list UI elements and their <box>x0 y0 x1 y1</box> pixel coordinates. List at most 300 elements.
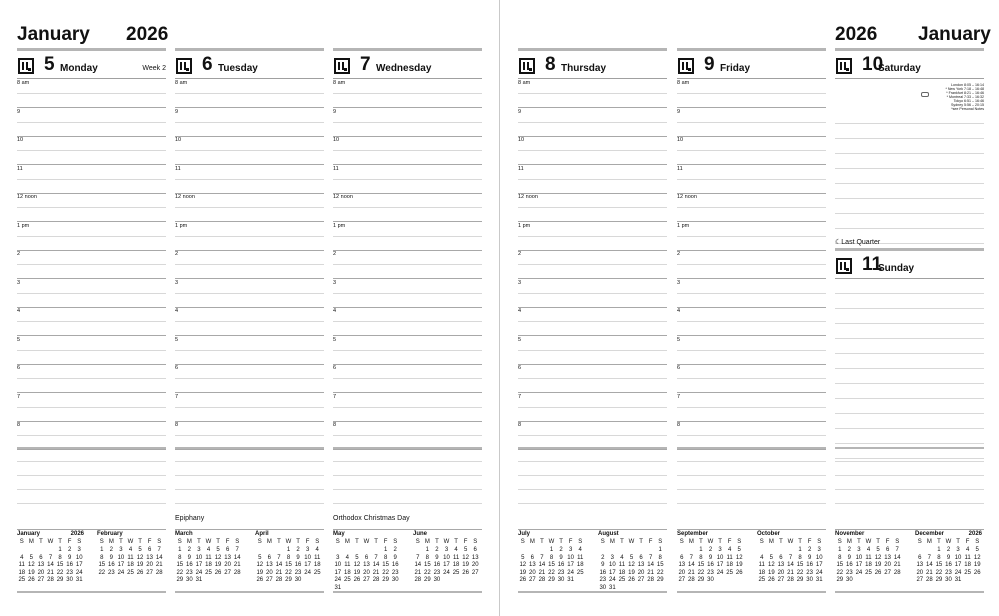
hour-slot[interactable] <box>175 279 324 308</box>
week-row <box>255 562 322 570</box>
hour-slot[interactable] <box>677 165 826 194</box>
week-row <box>835 547 902 555</box>
weekday-header-row <box>175 539 242 547</box>
sunday-line[interactable] <box>835 353 984 354</box>
hour-slot[interactable] <box>17 364 166 393</box>
hour-slot[interactable] <box>677 108 826 137</box>
notes-line[interactable] <box>835 503 984 504</box>
date-cell: 12 <box>973 554 981 561</box>
date-cell: 31 <box>567 577 574 583</box>
date-cell: 29 <box>836 577 844 583</box>
saturday-line[interactable] <box>835 183 984 184</box>
hour-slot[interactable] <box>333 79 482 108</box>
weekday-letter: S <box>578 539 583 545</box>
date-cell: 14 <box>47 562 54 568</box>
sunday-line[interactable] <box>835 308 984 309</box>
date-cell: 26 <box>28 577 35 583</box>
date-cell: 13 <box>37 562 45 568</box>
weekday-letter: F <box>965 539 970 545</box>
saturday-line[interactable] <box>835 153 984 154</box>
date-cell: 16 <box>294 562 302 568</box>
sunday-line[interactable] <box>835 368 984 369</box>
date-cell: 18 <box>344 569 351 576</box>
hour-slot[interactable] <box>518 79 667 108</box>
date-cell <box>204 577 214 585</box>
date-cell: 18 <box>313 562 321 568</box>
date-cell: 22 <box>382 569 389 576</box>
date-cell: 7 <box>540 554 544 561</box>
hour-slot[interactable] <box>518 165 667 194</box>
date-cell <box>627 547 637 555</box>
hour-label: 7 <box>518 393 522 400</box>
week-row <box>677 562 744 570</box>
date-cell: 14 <box>688 562 695 568</box>
hour-slot[interactable] <box>17 222 166 251</box>
date-cell: 19 <box>973 562 981 568</box>
date-cell: 5 <box>138 547 142 553</box>
saturday-line[interactable] <box>835 123 984 124</box>
saturday-line[interactable] <box>835 213 984 214</box>
hour-slot[interactable] <box>333 222 482 251</box>
hour-slot[interactable] <box>333 393 482 422</box>
hour-slot[interactable] <box>333 250 482 279</box>
right-header-month: January <box>918 24 991 45</box>
hour-slot[interactable] <box>518 307 667 336</box>
weekday-letter: S <box>975 539 980 545</box>
date-cell <box>883 577 893 585</box>
date-cell: 20 <box>884 562 891 568</box>
date-cell <box>598 547 608 555</box>
hour-slot[interactable] <box>333 364 482 393</box>
mini-calendar-month: March <box>175 531 193 537</box>
date-cell: 17 <box>117 562 125 568</box>
date-cell: 25 <box>865 569 872 576</box>
date-cell: 21 <box>275 569 283 576</box>
date-cell: 12 <box>462 554 469 561</box>
hour-slot[interactable] <box>333 307 482 336</box>
hour-slot[interactable] <box>518 108 667 137</box>
hour-slot[interactable] <box>677 393 826 422</box>
date-cell: 21 <box>647 569 654 576</box>
weekday-letter: T <box>639 539 643 545</box>
hour-slot[interactable] <box>333 136 482 165</box>
week-row <box>97 562 164 570</box>
hour-label: 11 <box>17 165 23 172</box>
date-cell: 18 <box>127 562 134 568</box>
date-cell: 17 <box>855 562 863 568</box>
week-row <box>413 577 480 585</box>
saturday-line[interactable] <box>835 138 984 139</box>
hour-slot[interactable] <box>677 421 826 450</box>
hour-slot[interactable] <box>175 393 324 422</box>
weekday-letter: T <box>699 539 703 545</box>
hour-slot[interactable] <box>677 364 826 393</box>
mini-calendar-month: October <box>757 531 781 537</box>
hour-slot[interactable] <box>17 279 166 308</box>
moon-phase-label: Last Quarter <box>841 239 881 246</box>
weekday-letter: M <box>266 539 272 545</box>
weekday-letter: T <box>277 539 281 545</box>
qr-code-icon <box>334 58 350 74</box>
date-cell: 8 <box>549 554 554 561</box>
hour-label: 12 noon <box>17 194 37 200</box>
date-cell: 30 <box>186 577 193 583</box>
date-cell: 19 <box>628 569 635 576</box>
date-cell: 2 <box>946 547 951 553</box>
date-cell: 8 <box>286 554 291 561</box>
date-cell: 18 <box>618 569 626 576</box>
hour-label: 8 am <box>333 80 346 86</box>
hour-slot[interactable] <box>17 108 166 137</box>
sunday-line[interactable] <box>835 413 984 414</box>
date-cell: 26 <box>973 569 981 576</box>
date-cell: 26 <box>353 577 361 583</box>
mini-calendar-month: November <box>835 531 865 537</box>
weekday-letter: M <box>609 539 615 545</box>
hour-slot[interactable] <box>518 336 667 365</box>
half-hour-line <box>17 150 166 151</box>
weekday-letter: S <box>393 539 398 545</box>
hour-slot[interactable] <box>677 307 826 336</box>
hour-slot[interactable] <box>17 421 166 450</box>
mini-calendar-mar <box>175 531 242 585</box>
half-hour-line <box>518 207 667 208</box>
day-name: Monday <box>60 63 98 74</box>
sunday-line[interactable] <box>835 398 984 399</box>
notes-line <box>175 503 324 504</box>
hour-label: 2 <box>175 251 179 257</box>
hour-slot[interactable] <box>518 421 667 450</box>
hour-label: 1 pm <box>677 222 690 229</box>
hour-slot[interactable] <box>17 79 166 108</box>
notes-line <box>333 475 482 476</box>
hour-slot[interactable] <box>518 193 667 222</box>
hour-label: 10 <box>175 137 182 143</box>
date-cell: 13 <box>637 562 645 568</box>
hour-slot[interactable] <box>333 421 482 450</box>
week-row <box>518 570 585 578</box>
hour-slot[interactable] <box>518 136 667 165</box>
hour-slot[interactable] <box>677 193 826 222</box>
date-cell: 13 <box>529 562 536 568</box>
date-cell: 9 <box>807 554 812 561</box>
weekday-header-row <box>598 539 665 547</box>
mini-calendar-may <box>333 531 400 592</box>
date-cell: 3 <box>305 547 310 553</box>
date-cell: 30 <box>846 577 853 583</box>
date-cell: 3 <box>119 547 123 553</box>
hour-label: 8 am <box>175 80 188 86</box>
weekday-letter: S <box>679 539 684 545</box>
date-cell: 24 <box>567 569 574 576</box>
hour-slot[interactable] <box>175 364 324 393</box>
hour-slot[interactable] <box>175 193 324 222</box>
half-hour-line <box>17 435 166 436</box>
weekday-header-row <box>677 539 744 547</box>
hour-slot[interactable] <box>333 165 482 194</box>
hour-slot[interactable] <box>677 222 826 251</box>
half-hour-line <box>518 236 667 237</box>
date-cell: 24 <box>117 569 125 576</box>
hour-slot[interactable] <box>17 307 166 336</box>
date-cell: 1 <box>383 547 388 553</box>
hour-slot[interactable] <box>17 136 166 165</box>
half-hour-line <box>518 264 667 265</box>
date-cell: 12 <box>353 562 361 568</box>
date-cell: 2 <box>847 547 852 553</box>
date-cell: 3 <box>197 547 201 553</box>
date-cell: 27 <box>363 577 370 583</box>
sunday-line[interactable] <box>835 428 984 429</box>
date-cell: 25 <box>205 569 212 576</box>
date-cell: 10 <box>815 554 823 561</box>
day-number: 5 <box>44 54 55 75</box>
week-row <box>835 562 902 570</box>
half-hour-line <box>333 264 482 265</box>
sunrise-entry: Tokyo 6:51 – 16:46 <box>953 99 984 103</box>
day-header-fri <box>677 48 826 77</box>
hour-slot[interactable] <box>175 307 324 336</box>
date-cell: 10 <box>567 554 574 561</box>
date-cell: 8 <box>425 554 430 561</box>
hour-slot[interactable] <box>17 336 166 365</box>
weekday-letter: W <box>865 539 872 545</box>
hour-slot[interactable] <box>518 250 667 279</box>
half-hour-line <box>677 179 826 180</box>
date-cell: 24 <box>75 569 83 576</box>
date-cell: 1 <box>58 547 62 553</box>
date-cell: 19 <box>462 562 469 568</box>
mini-calendar-bottom-rule <box>175 591 324 593</box>
date-cell <box>213 577 223 585</box>
day-column-thu <box>518 48 667 608</box>
date-cell: 20 <box>37 569 45 576</box>
hour-label: 7 <box>677 393 681 400</box>
date-cell: 4 <box>206 547 211 553</box>
date-cell <box>470 577 480 585</box>
date-cell <box>963 577 973 585</box>
sunday-line[interactable] <box>835 338 984 339</box>
date-cell: 13 <box>363 562 370 568</box>
hour-slot[interactable] <box>518 393 667 422</box>
notes-line[interactable] <box>835 489 984 490</box>
week-row <box>835 555 902 563</box>
weekday-letter: W <box>707 539 714 545</box>
hour-slot[interactable] <box>175 336 324 365</box>
hour-line <box>518 449 667 450</box>
date-cell: 22 <box>796 569 804 576</box>
hour-line <box>333 449 482 450</box>
date-cell: 2 <box>435 547 439 553</box>
hour-slot[interactable] <box>175 136 324 165</box>
date-cell <box>223 577 233 585</box>
date-cell: 8 <box>383 554 388 561</box>
date-cell: 9 <box>946 554 951 561</box>
date-cell: 4 <box>20 554 24 561</box>
sunday-line[interactable] <box>835 383 984 384</box>
date-cell: 25 <box>127 569 134 576</box>
weekday-letter: S <box>19 539 24 545</box>
date-cell: 21 <box>787 569 794 576</box>
weekday-letter: T <box>39 539 43 545</box>
hour-slot[interactable] <box>333 279 482 308</box>
week-row <box>97 547 164 555</box>
mini-calendar-header <box>915 531 982 539</box>
week-row <box>598 555 665 563</box>
weekday-letter: T <box>374 539 378 545</box>
notes-line <box>175 475 324 476</box>
hour-slot[interactable] <box>175 165 324 194</box>
mini-calendar-header <box>17 531 84 539</box>
half-hour-line <box>677 435 826 436</box>
hour-slot[interactable] <box>677 250 826 279</box>
date-cell: 22 <box>424 569 431 576</box>
hour-label: 3 <box>518 279 522 286</box>
date-cell: 1 <box>178 547 182 553</box>
hour-slot[interactable] <box>333 108 482 137</box>
hour-slot[interactable] <box>333 193 482 222</box>
hour-slot[interactable] <box>17 393 166 422</box>
date-cell: 27 <box>678 577 686 583</box>
hour-label: 12 noon <box>175 194 195 200</box>
day-name: Sunday <box>878 263 915 274</box>
date-cell <box>892 577 902 585</box>
hour-label: 7 <box>175 393 179 400</box>
date-cell <box>528 547 538 555</box>
hour-line <box>17 449 166 450</box>
half-hour-line <box>333 378 482 379</box>
date-cell: 1 <box>699 547 703 553</box>
date-cell: 8 <box>100 554 104 561</box>
saturday-line[interactable] <box>835 168 984 169</box>
hour-slot[interactable] <box>677 136 826 165</box>
hour-slot[interactable] <box>518 279 667 308</box>
date-cell: 20 <box>678 569 686 576</box>
weekday-header-row <box>518 539 585 547</box>
half-hour-line <box>175 264 324 265</box>
week-row <box>255 547 322 555</box>
date-cell: 17 <box>75 562 83 568</box>
saturday-line[interactable] <box>835 228 984 229</box>
saturday-line[interactable] <box>835 198 984 199</box>
date-cell: 20 <box>777 569 785 576</box>
half-hour-line <box>17 264 166 265</box>
notes-line[interactable] <box>835 475 984 476</box>
right-header-year: 2026 <box>835 24 878 45</box>
weekday-letter: T <box>956 539 960 545</box>
mini-calendar-sep <box>677 531 744 585</box>
notes-line <box>518 503 667 504</box>
date-cell: 19 <box>136 562 144 568</box>
notes-line[interactable] <box>835 461 984 462</box>
date-cell: 24 <box>716 569 724 576</box>
week-row <box>598 577 665 585</box>
date-cell: 14 <box>233 554 241 561</box>
hour-slot[interactable] <box>175 108 324 137</box>
date-cell: 11 <box>964 554 971 561</box>
hour-slot[interactable] <box>17 250 166 279</box>
hour-label: 8 am <box>17 80 30 86</box>
hour-slot[interactable] <box>175 79 324 108</box>
week-row <box>757 555 824 563</box>
date-cell: 13 <box>777 562 785 568</box>
date-cell: 6 <box>267 554 272 561</box>
notes-line <box>333 503 482 504</box>
hour-slot[interactable] <box>175 222 324 251</box>
hour-label: 7 <box>333 393 337 400</box>
date-cell: 17 <box>567 562 574 568</box>
hour-slot[interactable] <box>518 222 667 251</box>
week-row <box>677 570 744 578</box>
weekday-letter: F <box>225 539 230 545</box>
hour-label: 2 <box>333 251 337 257</box>
date-cell: 30 <box>294 577 302 583</box>
hour-slot[interactable] <box>677 279 826 308</box>
date-cell: 14 <box>926 562 933 568</box>
date-cell: 3 <box>77 547 81 553</box>
date-cell: 7 <box>689 554 694 561</box>
mini-calendar-header <box>255 531 322 539</box>
notes-line <box>518 461 667 462</box>
date-cell: 29 <box>285 577 292 583</box>
weekday-letter: F <box>568 539 573 545</box>
hour-label: 5 <box>677 336 681 343</box>
date-cell: 1 <box>286 547 291 553</box>
sunday-line[interactable] <box>835 293 984 294</box>
header-divider <box>835 278 984 279</box>
week-row <box>413 547 480 555</box>
date-cell: 26 <box>768 577 775 583</box>
date-cell: 23 <box>557 569 565 576</box>
date-cell: 10 <box>75 554 83 561</box>
sunday-line[interactable] <box>835 458 984 459</box>
hour-label: 12 noon <box>518 194 538 200</box>
date-cell <box>646 547 656 555</box>
date-cell: 16 <box>707 562 714 568</box>
half-hour-line <box>175 407 324 408</box>
weekday-letter: T <box>138 539 142 545</box>
half-hour-line <box>518 293 667 294</box>
hour-label: 6 <box>17 365 21 371</box>
sunday-line[interactable] <box>835 443 984 444</box>
week-row <box>175 547 242 555</box>
date-cell: 12 <box>28 562 35 568</box>
hour-label: 11 <box>175 165 181 172</box>
hour-line <box>175 449 324 450</box>
hour-slot[interactable] <box>175 250 324 279</box>
hour-slot[interactable] <box>17 193 166 222</box>
hour-slot[interactable] <box>333 336 482 365</box>
hour-slot[interactable] <box>677 336 826 365</box>
date-cell: 27 <box>146 569 153 576</box>
hour-label: 1 pm <box>17 222 30 229</box>
date-cell <box>518 547 528 555</box>
date-cell: 21 <box>47 569 54 576</box>
hour-slot[interactable] <box>677 79 826 108</box>
notes-line <box>677 475 826 476</box>
date-cell: 21 <box>688 569 695 576</box>
hour-slot[interactable] <box>175 421 324 450</box>
date-cell: 6 <box>918 554 922 561</box>
date-cell: 9 <box>601 562 605 568</box>
half-hour-line <box>518 435 667 436</box>
date-cell: 30 <box>557 577 565 583</box>
date-cell: 6 <box>530 554 535 561</box>
sunday-line[interactable] <box>835 323 984 324</box>
hour-slot[interactable] <box>17 165 166 194</box>
hour-slot[interactable] <box>518 364 667 393</box>
hour-label: 4 <box>17 308 21 314</box>
